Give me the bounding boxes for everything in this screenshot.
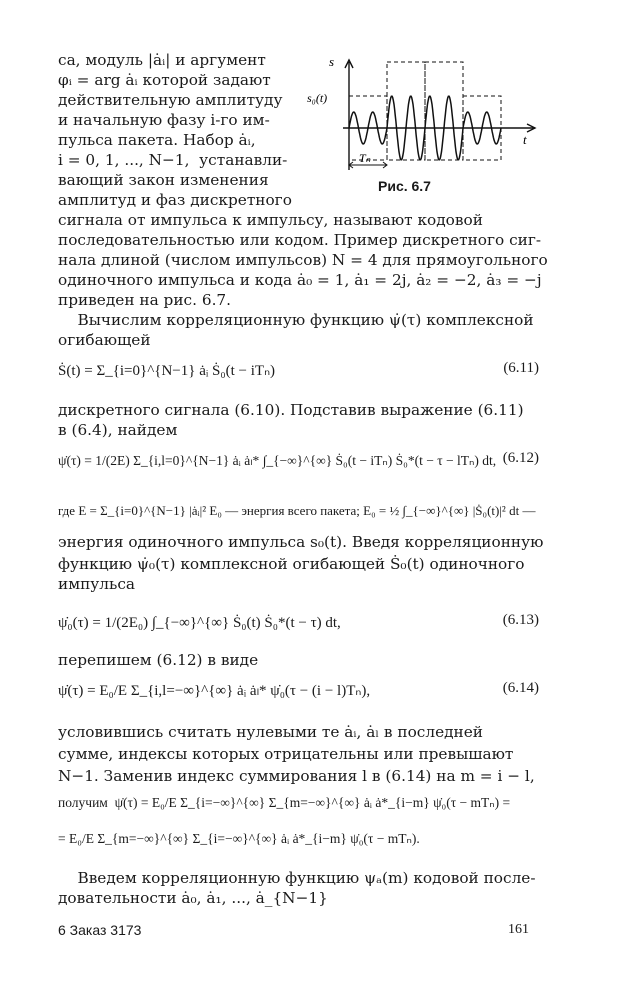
text-line: дискретного сигнала (6.10). Подставив выражение (6.11) [58, 401, 524, 419]
text-line: приведен на рис. 6.7. [58, 291, 232, 309]
equation-number: (6.12) [502, 450, 539, 466]
text-line: одиночного импульса и кода ȧ₀ = 1, ȧ₁ = 2j, ȧ₂ = −2, ȧ₃ = −j [58, 271, 542, 289]
text-line: N−1. Заменив индекс суммирования l в (6.14) на m = i − l, [58, 767, 535, 785]
text-line: и начальную фазу i-го им- [58, 111, 270, 129]
footer-order-number: 6 Заказ 3173 [58, 922, 142, 938]
text-line: нала длиной (числом импульсов) N = 4 для прямоугольного [58, 251, 548, 269]
equation-6-14: ψ̇(τ) = E₀/E Σ_{i,l=−∞}^{∞} ȧᵢ ȧₗ* ψ̇₀(τ − (i − l)Tₙ), [58, 683, 371, 699]
text-line: импульса [58, 575, 136, 593]
text-line: последовательностью или кодом. Пример дискретного сиг- [58, 231, 542, 249]
text-line: условившись считать нулевыми те ȧᵢ, ȧₗ в последней [58, 723, 483, 741]
text-line: Вычислим корреляционную функцию ψ̇(τ) комплексной [58, 311, 534, 329]
figure-caption: Рис. 6.7 [378, 178, 431, 194]
text-line: довательности ȧ₀, ȧ₁, ..., ȧ_{N−1} [58, 889, 328, 907]
equation-result-2: = E₀/E Σ_{m=−∞}^{∞} Σ_{i=−∞}^{∞} ȧᵢ ȧ*_{i−m} ψ̇₀(τ − mTₙ). [58, 831, 420, 846]
fig-y-label: s [329, 54, 335, 69]
equation-number: (6.14) [502, 680, 539, 696]
figure-6-7 [307, 50, 547, 178]
equation-6-12: ψ̇(τ) = 1/(2E) Σ_{i,l=0}^{N−1} ȧᵢ ȧₗ* ∫_{−∞}^{∞} Ṡ₀(t − iTₙ) Ṡ₀*(t − τ − lTₙ) dt, [58, 453, 497, 468]
text-line: в (6.4), найдем [58, 421, 178, 439]
text-line: энергия одиночного импульса s₀(t). Введя корреляционную [58, 533, 544, 551]
equation-result-1: получим ψ̇(τ) = E₀/E Σ_{i=−∞}^{∞} Σ_{m=−∞}^{∞} ȧᵢ ȧ*_{i−m} ψ̇₀(τ − mTₙ) = [58, 795, 511, 810]
fig-period-label: Tₙ [359, 151, 371, 165]
fig-s0-label: s₀(t) [307, 91, 328, 105]
equation-number: (6.11) [503, 360, 539, 376]
text-line: сумме, индексы которых отрицательны или превышают [58, 745, 514, 763]
energy-line: где E = Σ_{i=0}^{N−1} |ȧᵢ|² E₀ — энергия всего пакета; E₀ = ½ ∫_{−∞}^{∞} |Ṡ₀(t)|² dt — [58, 503, 536, 518]
text-line: пульса пакета. Набор ȧᵢ, [58, 131, 256, 149]
text-line: вающий закон изменения [58, 171, 269, 189]
page-number: 161 [508, 922, 529, 937]
text-line: перепишем (6.12) в виде [58, 651, 259, 669]
text-line: сигнала от импульса к импульсу, называют кодовой [58, 211, 483, 229]
pulse-envelope-2 [387, 62, 425, 160]
text-line: са, модуль |ȧᵢ| и аргумент [58, 51, 266, 69]
text-line: Введем корреляционную функцию ψₐ(m) кодовой после- [58, 869, 536, 887]
text-line: амплитуд и фаз дискретного [58, 191, 292, 209]
equation-6-13: ψ̇₀(τ) = 1/(2E₀) ∫_{−∞}^{∞} Ṡ₀(t) Ṡ₀*(t − τ) dt, [58, 615, 341, 631]
text-line: i = 0, 1, ..., N−1, устанавли- [58, 151, 288, 169]
pulse-envelope-3 [425, 62, 463, 160]
text-line: действительную амплитуду [58, 91, 283, 109]
equation-6-11: Ṡ(t) = Σ_{i=0}^{N−1} ȧᵢ Ṡ₀(t − iTₙ) [58, 363, 276, 379]
equation-number: (6.13) [502, 612, 539, 628]
fig-x-label: t [523, 132, 527, 147]
text-line: φᵢ = arg ȧᵢ которой задают [58, 71, 271, 89]
text-line: функцию ψ̇₀(τ) комплексной огибающей Ṡ₀(t) одиночного [58, 555, 525, 573]
text-line: огибающей [58, 331, 151, 349]
